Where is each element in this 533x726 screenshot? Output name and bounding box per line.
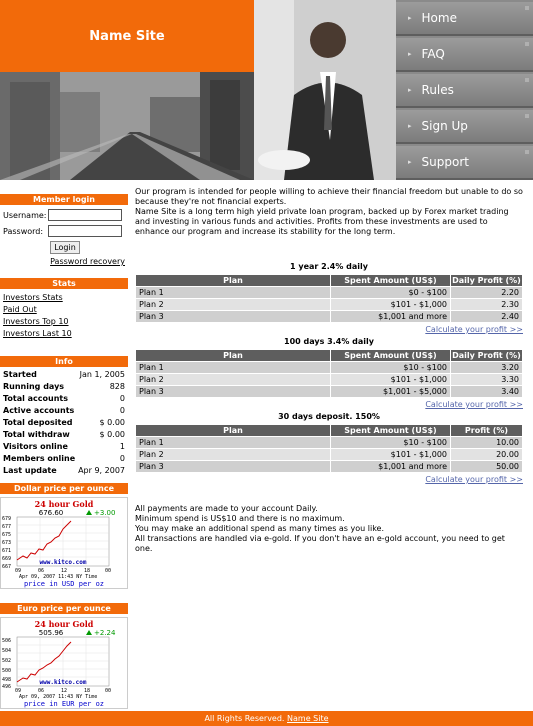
y-tick: 673 xyxy=(2,540,12,546)
notes-block xyxy=(135,504,523,554)
info-row xyxy=(0,429,128,441)
info-row xyxy=(0,393,128,405)
profit-value: 2.20 xyxy=(451,287,523,299)
investors-top10-link[interactable]: Investors Top 10 xyxy=(3,317,69,326)
plan-name: Plan 3 xyxy=(136,311,331,323)
info-value: Apr 9, 2007 xyxy=(78,466,125,475)
username-label: Username: xyxy=(3,210,47,220)
info-key: Running days xyxy=(3,382,65,391)
main-content xyxy=(135,187,523,554)
info-value: 828 xyxy=(109,382,125,391)
footer xyxy=(0,711,533,726)
y-tick: 675 xyxy=(2,532,12,538)
site-name: Name Site xyxy=(89,28,165,44)
x-tick: 06 xyxy=(38,568,45,574)
arrow-right-icon: ▸ xyxy=(408,14,412,22)
info-key: Members online xyxy=(3,454,76,463)
info-value: 0 xyxy=(119,406,125,415)
nav-label: FAQ xyxy=(421,47,445,61)
nav-label: Rules xyxy=(421,83,454,97)
profit-value: 3.20 xyxy=(451,362,523,374)
plan-name: Plan 1 xyxy=(136,437,331,449)
footer-text: All Rights Reserved. xyxy=(204,714,285,723)
footer-site-link[interactable]: Name Site xyxy=(287,714,329,723)
info-key: Active accounts xyxy=(3,406,75,415)
spent-amount: $101 - $1,000 xyxy=(331,374,451,386)
plan-section-2 xyxy=(135,337,523,409)
stats-title: Stats xyxy=(0,278,128,289)
nav-label: Home xyxy=(421,11,457,25)
chart-change: +2.24 xyxy=(94,629,116,637)
dollar-price-title: Dollar price per ounce xyxy=(0,483,128,494)
profit-value: 10.00 xyxy=(451,437,523,449)
login-button[interactable]: Login xyxy=(50,241,80,254)
info-value: Jan 1, 2005 xyxy=(79,370,125,379)
chart-caption: price in USD per oz xyxy=(23,580,105,588)
info-key: Total deposited xyxy=(3,418,73,427)
arrow-right-icon: ▸ xyxy=(408,122,412,130)
profit-value: 3.40 xyxy=(451,386,523,398)
stats-links xyxy=(0,292,128,340)
chart-caption: price in EUR per oz xyxy=(23,700,105,708)
table-row xyxy=(136,374,523,386)
sidebar xyxy=(0,194,128,709)
member-login-title: Member login xyxy=(0,194,128,205)
plan-name: Plan 2 xyxy=(136,299,331,311)
euro-price-title: Euro price per ounce xyxy=(0,603,128,614)
y-tick: 496 xyxy=(2,684,12,690)
note-line: You may make an additional spend as many times as you like. xyxy=(135,524,385,533)
table-row xyxy=(136,362,523,374)
nav-label: Support xyxy=(421,155,469,169)
site-title xyxy=(0,0,254,72)
table-row xyxy=(136,311,523,323)
arrow-right-icon: ▸ xyxy=(408,50,412,58)
info-key: Total accounts xyxy=(3,394,68,403)
info-value: 1 xyxy=(119,442,125,451)
spent-amount: $101 - $1,000 xyxy=(331,299,451,311)
column-header: Plan xyxy=(136,425,331,437)
chart-price: 676.60 xyxy=(38,509,64,517)
info-list xyxy=(0,369,128,477)
square-dot-icon xyxy=(525,150,529,154)
arrow-right-icon: ▸ xyxy=(408,158,412,166)
info-row xyxy=(0,381,128,393)
main-nav xyxy=(396,0,533,180)
x-tick: 18 xyxy=(84,568,91,574)
table-row xyxy=(136,437,523,449)
plan-table-title: 1 year 2.4% daily xyxy=(290,262,368,271)
x-tick: 12 xyxy=(61,568,68,574)
profit-value: 20.00 xyxy=(451,449,523,461)
y-tick: 671 xyxy=(2,548,12,554)
note-line: Minimum spend is US$10 and there is no maximum. xyxy=(135,514,345,523)
chart-timestamp: Apr 09, 2007 11:43 NY Time xyxy=(19,574,98,580)
paid-out-link[interactable]: Paid Out xyxy=(3,305,37,314)
chart-price: 505.96 xyxy=(38,629,64,637)
info-row xyxy=(0,417,128,429)
x-tick: 09 xyxy=(15,688,22,694)
y-tick: 498 xyxy=(2,677,12,683)
note-line: All transactions are handled via e-gold. If you don't have an e-gold account, you need to get one. xyxy=(135,534,505,553)
y-tick: 677 xyxy=(2,524,12,530)
city-street-photo xyxy=(0,72,254,180)
plan-table xyxy=(135,349,523,398)
table-row xyxy=(136,299,523,311)
investors-last10-link[interactable]: Investors Last 10 xyxy=(3,329,72,338)
square-dot-icon xyxy=(525,6,529,10)
spent-amount: $10 - $100 xyxy=(331,362,451,374)
plan-section-3 xyxy=(135,412,523,484)
y-tick: 667 xyxy=(2,564,12,570)
plan-table xyxy=(135,424,523,473)
info-row xyxy=(0,453,128,465)
column-header: Daily Profit (%) xyxy=(452,351,521,360)
dollar-gold-chart xyxy=(0,497,128,589)
plan-name: Plan 2 xyxy=(136,449,331,461)
profit-value: 2.40 xyxy=(451,311,523,323)
info-row xyxy=(0,369,128,381)
arrow-right-icon: ▸ xyxy=(408,86,412,94)
nav-home[interactable] xyxy=(396,2,533,36)
header xyxy=(0,0,533,180)
info-value: 0 xyxy=(119,394,125,403)
y-tick: 506 xyxy=(2,638,12,644)
x-tick: 12 xyxy=(61,688,68,694)
plan-name: Plan 3 xyxy=(136,386,331,398)
table-row xyxy=(136,449,523,461)
up-arrow-icon xyxy=(86,510,92,515)
calculate-profit-link[interactable]: Calculate your profit >> xyxy=(425,475,523,484)
info-key: Total withdraw xyxy=(3,430,70,439)
x-tick: 09 xyxy=(15,568,22,574)
note-line: All payments are made to your account Daily. xyxy=(135,504,318,513)
table-row xyxy=(136,287,523,299)
nav-support[interactable] xyxy=(396,146,533,180)
nav-faq[interactable] xyxy=(396,38,533,72)
plan-table-title: 100 days 3.4% daily xyxy=(284,337,374,346)
spent-amount: $0 - $100 xyxy=(331,287,451,299)
profit-value: 50.00 xyxy=(451,461,523,473)
x-tick: 18 xyxy=(84,688,91,694)
intro-paragraph-2: Name Site is a long term high yield private loan program, backed up by Forex market trading and investing in various funds and activities. Profits from these investments are used to enhance our program and increase its stability for the long term. xyxy=(135,207,509,236)
y-tick: 502 xyxy=(2,658,12,664)
plan-name: Plan 3 xyxy=(136,461,331,473)
x-tick: 00 xyxy=(105,568,112,574)
info-value: $ 0.00 xyxy=(99,430,125,439)
nav-sign-up[interactable] xyxy=(396,110,533,144)
spent-amount: $101 - $1,000 xyxy=(331,449,451,461)
info-key: Last update xyxy=(3,466,57,475)
info-value: 0 xyxy=(119,454,125,463)
kitco-brand: www.kitco.com xyxy=(39,679,87,686)
column-header: Plan xyxy=(136,350,331,362)
info-row xyxy=(0,405,128,417)
plan-table-title: 30 days deposit. 150% xyxy=(278,412,380,421)
column-header: Spent Amount (US$) xyxy=(331,425,451,437)
column-header: Spent Amount (US$) xyxy=(331,275,451,287)
plan-table xyxy=(135,274,523,323)
spent-amount: $1,001 and more xyxy=(331,311,451,323)
password-input[interactable] xyxy=(48,225,122,237)
username-row xyxy=(0,209,128,221)
plan-name: Plan 2 xyxy=(136,374,331,386)
info-title: Info xyxy=(0,356,128,367)
intro-paragraph-1: Our program is intended for people willing to achieve their financial freedom but unable to do so because they're not financial experts. xyxy=(135,187,523,206)
businessman-photo xyxy=(254,0,396,180)
square-dot-icon xyxy=(525,78,529,82)
username-input[interactable] xyxy=(48,209,122,221)
calculate-profit-link[interactable]: Calculate your profit >> xyxy=(425,400,523,409)
column-header: Spent Amount (US$) xyxy=(331,350,451,362)
plan-name: Plan 1 xyxy=(136,287,331,299)
y-tick: 679 xyxy=(2,516,12,522)
table-row xyxy=(136,386,523,398)
info-value: $ 0.00 xyxy=(99,418,125,427)
square-dot-icon xyxy=(525,114,529,118)
password-row xyxy=(0,225,128,237)
chart-change: +3.00 xyxy=(94,509,116,517)
password-recovery-link[interactable]: Password recovery xyxy=(50,257,125,266)
chart-timestamp: Apr 09, 2007 11:43 NY Time xyxy=(19,694,98,700)
investors-stats-link[interactable]: Investors Stats xyxy=(3,293,63,302)
chart-heading: 24 hour Gold xyxy=(34,499,94,509)
x-tick: 06 xyxy=(38,688,45,694)
euro-gold-chart xyxy=(0,617,128,709)
column-header: Daily Profit (%) xyxy=(452,276,521,285)
up-arrow-icon xyxy=(86,630,92,635)
table-row xyxy=(136,461,523,473)
column-header: Plan xyxy=(136,275,331,287)
spent-amount: $10 - $100 xyxy=(331,437,451,449)
info-key: Started xyxy=(3,370,37,379)
info-row xyxy=(0,441,128,453)
password-label: Password: xyxy=(3,226,44,236)
calculate-profit-link[interactable]: Calculate your profit >> xyxy=(425,325,523,334)
y-tick: 669 xyxy=(2,556,12,562)
info-row xyxy=(0,465,128,477)
profit-value: 3.30 xyxy=(451,374,523,386)
y-tick: 504 xyxy=(2,648,12,654)
x-tick: 00 xyxy=(105,688,112,694)
spent-amount: $1,001 and more xyxy=(331,461,451,473)
plan-name: Plan 1 xyxy=(136,362,331,374)
chart-heading: 24 hour Gold xyxy=(34,619,94,629)
profit-value: 2.30 xyxy=(451,299,523,311)
column-header: Profit (%) xyxy=(451,425,523,437)
spent-amount: $1,001 - $5,000 xyxy=(331,386,451,398)
nav-label: Sign Up xyxy=(421,119,468,133)
square-dot-icon xyxy=(525,42,529,46)
plan-section-1 xyxy=(135,262,523,334)
info-key: Visitors online xyxy=(3,442,68,451)
nav-rules[interactable] xyxy=(396,74,533,108)
kitco-brand: www.kitco.com xyxy=(39,559,87,566)
y-tick: 500 xyxy=(2,668,12,674)
